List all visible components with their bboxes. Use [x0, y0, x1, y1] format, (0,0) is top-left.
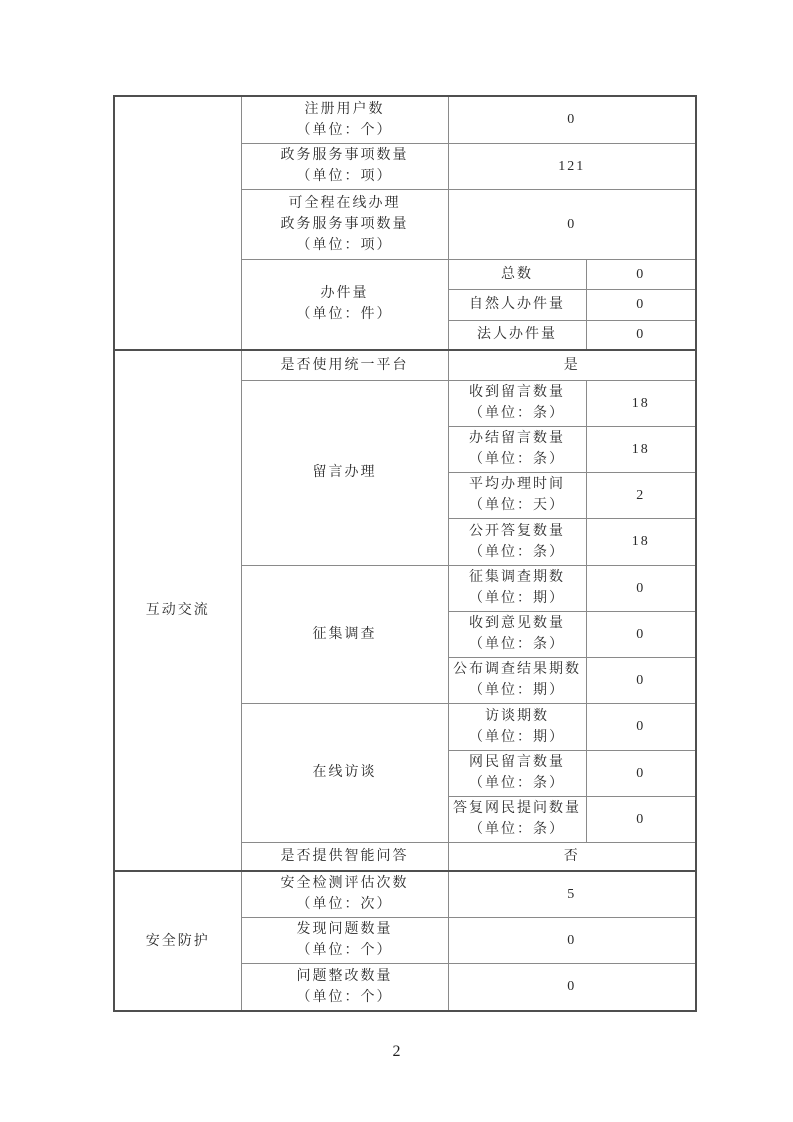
item-unit: （单位：件） [296, 307, 393, 323]
item-message-handling: 留言办理 [241, 380, 448, 565]
subitem-unit: （单位：条） [469, 637, 565, 652]
subitem-messages-received [448, 380, 586, 426]
value-full-online-items: 0 [448, 189, 696, 259]
subitem-label: 公布调查结果期数 [453, 662, 581, 677]
subitem-netizen-questions-answered [448, 796, 586, 842]
item-problems-rectified [241, 963, 448, 1011]
value-netizen-messages: 0 [586, 750, 696, 796]
value-problems-found: 0 [448, 917, 696, 963]
item-registered-users [241, 96, 448, 143]
subitem-unit: （单位：期） [469, 591, 565, 606]
value-messages-received: 18 [586, 380, 696, 426]
item-survey: 征集调查 [241, 565, 448, 703]
page-number: 2 [392, 1043, 401, 1060]
subitem-label: 答复网民提问数量 [453, 801, 581, 816]
value-natural-person-cases: 0 [586, 289, 696, 320]
subitem-case-total: 总数 [448, 259, 586, 289]
subitem-label: 网民留言数量 [469, 755, 565, 770]
subitem-label: 公开答复数量 [469, 523, 565, 539]
item-unit: （单位：个） [296, 943, 393, 958]
item-label: 问题整改数量 [296, 968, 393, 984]
item-label: 发现问题数量 [296, 922, 393, 937]
subitem-label: 收到意见数量 [469, 616, 565, 631]
item-service-items [241, 143, 448, 189]
group-cell-security: 安全防护 [114, 871, 241, 1011]
item-unit: （单位：项） [296, 237, 393, 253]
subitem-legal-person-cases: 法人办件量 [448, 320, 586, 350]
item-security-assessments [241, 871, 448, 917]
subitem-unit: （单位：条） [469, 822, 565, 837]
item-label-line2: 政务服务事项数量 [280, 216, 409, 232]
subitem-unit: （单位：天） [469, 498, 565, 513]
item-unit: （单位：个） [296, 989, 393, 1005]
subitem-label: 征集调查期数 [469, 570, 565, 585]
item-label-line1: 可全程在线办理 [288, 195, 401, 211]
subitem-messages-resolved [448, 426, 586, 472]
value-case-total: 0 [586, 259, 696, 289]
subitem-label: 访谈期数 [485, 708, 549, 724]
subitem-label: 平均办理时间 [469, 477, 565, 492]
item-label: 办件量 [320, 286, 369, 302]
item-online-interview: 在线访谈 [241, 703, 448, 842]
subitem-survey-periods [448, 565, 586, 611]
value-survey-results-published: 0 [586, 657, 696, 703]
value-netizen-questions-answered: 0 [586, 796, 696, 842]
value-unified-platform: 是 [448, 350, 696, 380]
subitem-average-handling-time [448, 472, 586, 518]
subitem-unit: （单位：期） [469, 729, 565, 745]
item-label: 安全检测评估次数 [280, 876, 409, 892]
subitem-unit: （单位：期） [469, 683, 565, 698]
value-legal-person-cases: 0 [586, 320, 696, 350]
item-smart-qa: 是否提供智能问答 [241, 842, 448, 871]
subitem-unit: （单位：条） [469, 406, 565, 421]
item-unit: （单位：个） [296, 122, 393, 138]
subitem-unit: （单位：条） [469, 544, 565, 560]
subitem-label: 办结留言数量 [469, 431, 565, 446]
item-unified-platform: 是否使用统一平台 [241, 350, 448, 380]
item-unit: （单位：项） [296, 169, 393, 184]
value-opinions-received: 0 [586, 611, 696, 657]
item-full-online-items [241, 189, 448, 259]
report-table [113, 95, 697, 1012]
value-average-handling-time: 2 [586, 472, 696, 518]
subitem-survey-results-published [448, 657, 586, 703]
item-unit: （单位：次） [296, 897, 393, 913]
subitem-netizen-messages [448, 750, 586, 796]
value-interview-periods: 0 [586, 703, 696, 750]
value-smart-qa: 否 [448, 842, 696, 871]
item-label: 政务服务事项数量 [280, 148, 409, 163]
subitem-public-replies [448, 518, 586, 565]
subitem-interview-periods [448, 703, 586, 750]
value-registered-users: 0 [448, 96, 696, 143]
item-problems-found [241, 917, 448, 963]
subitem-label: 收到留言数量 [469, 385, 565, 400]
value-security-assessments: 5 [448, 871, 696, 917]
value-problems-rectified: 0 [448, 963, 696, 1011]
value-messages-resolved: 18 [586, 426, 696, 472]
subitem-natural-person-cases: 自然人办件量 [448, 289, 586, 320]
group-cell-interaction: 互动交流 [114, 350, 241, 871]
item-case-volume [241, 259, 448, 350]
value-service-items: 121 [448, 143, 696, 189]
subitem-opinions-received [448, 611, 586, 657]
group-cell-section1 [114, 96, 241, 350]
subitem-unit: （单位：条） [469, 452, 565, 467]
subitem-unit: （单位：条） [469, 776, 565, 791]
item-label: 注册用户数 [304, 101, 385, 117]
value-survey-periods: 0 [586, 565, 696, 611]
value-public-replies: 18 [586, 518, 696, 565]
